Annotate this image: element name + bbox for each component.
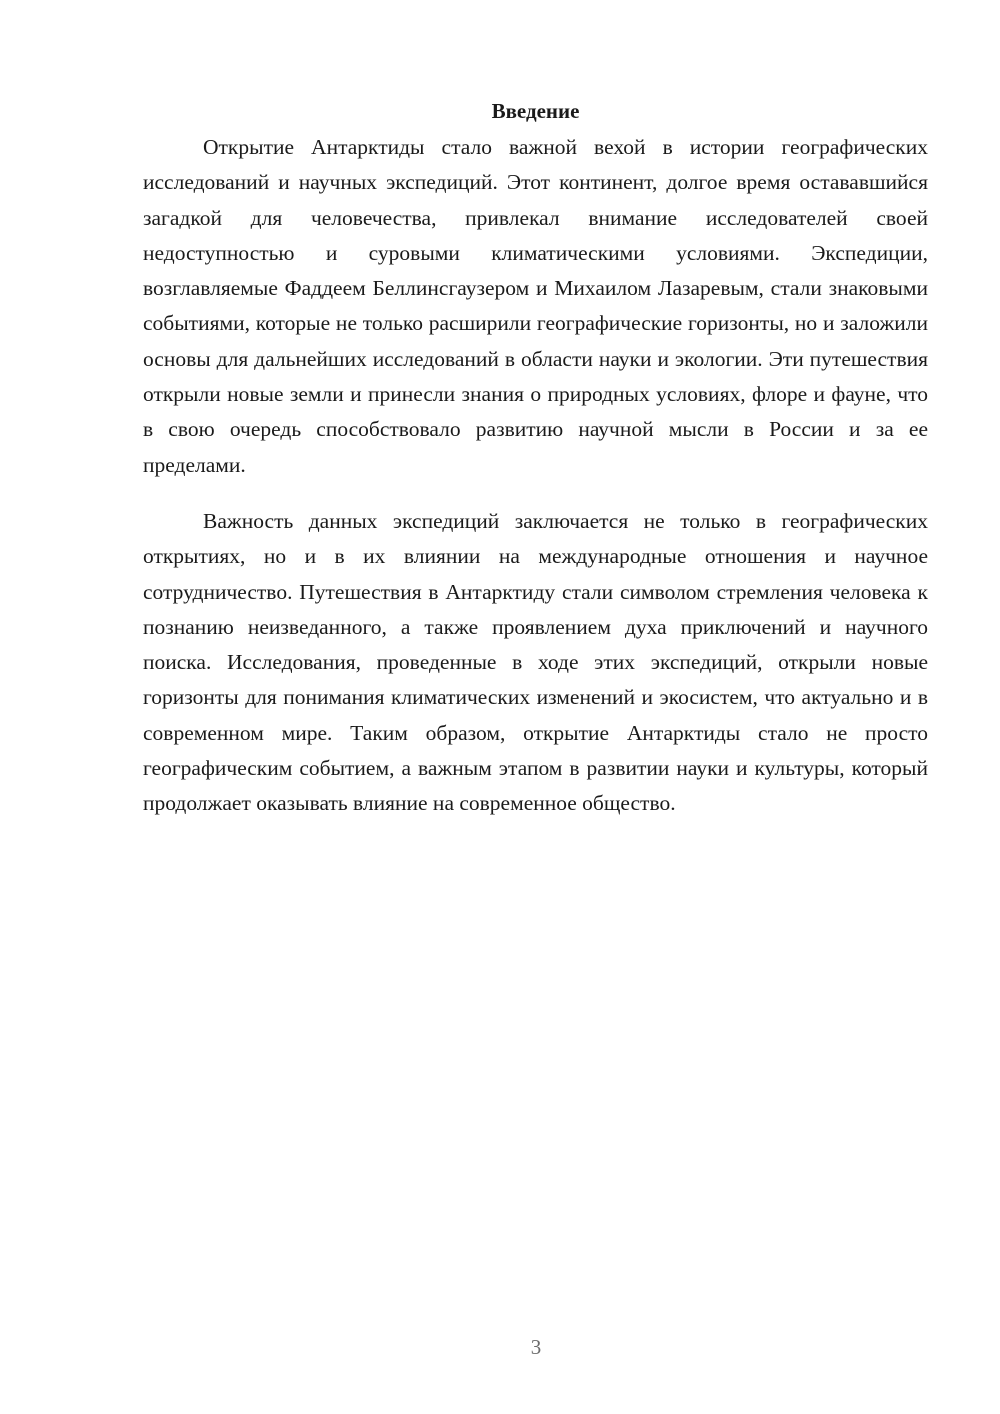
section-heading: Введение [491,99,580,123]
page-number: 3 [530,1335,542,1359]
paragraph-1: Открытие Антарктиды стало важной вехой в истории географических исследований и научных экспедиций. Этот континент, долгое время остававшийся загадкой для человечества, привлекал внимание исследователей своей недоступностью и суровыми климатическими условиями. Экспедиции, возглавляемые Фаддеем Беллинсгаузером и Михаилом Лазаревым, стали знаковыми событиями, которые не только расширили географические горизонты, но и заложили основы для дальнейших исследований в области науки и экологии. Эти путешествия открыли новые земли и принесли знания о природных условиях, флоре и фауне, что в свою очередь способствовало развитию научной мысли в России и за ее пределами. [143,135,928,477]
page-content [143,96,928,822]
paragraph-2: Важность данных экспедиций заключается не только в географических открытиях, но и в их влиянии на международные отношения и научное сотрудничество. Путешествия в Антарктиду стали символом стремления человека к познанию неизведанного, а также проявлением духа приключений и научного поиска. Исследования, проведенные в ходе этих экспедиций, открыли новые горизонты для понимания климатических изменений и экосистем, что актуально и в современном мире. Таким образом, открытие Антарктиды стало не просто географическим событием, а важным этапом в развитии науки и культуры, который продолжает оказывать влияние на современное общество. [143,508,928,816]
